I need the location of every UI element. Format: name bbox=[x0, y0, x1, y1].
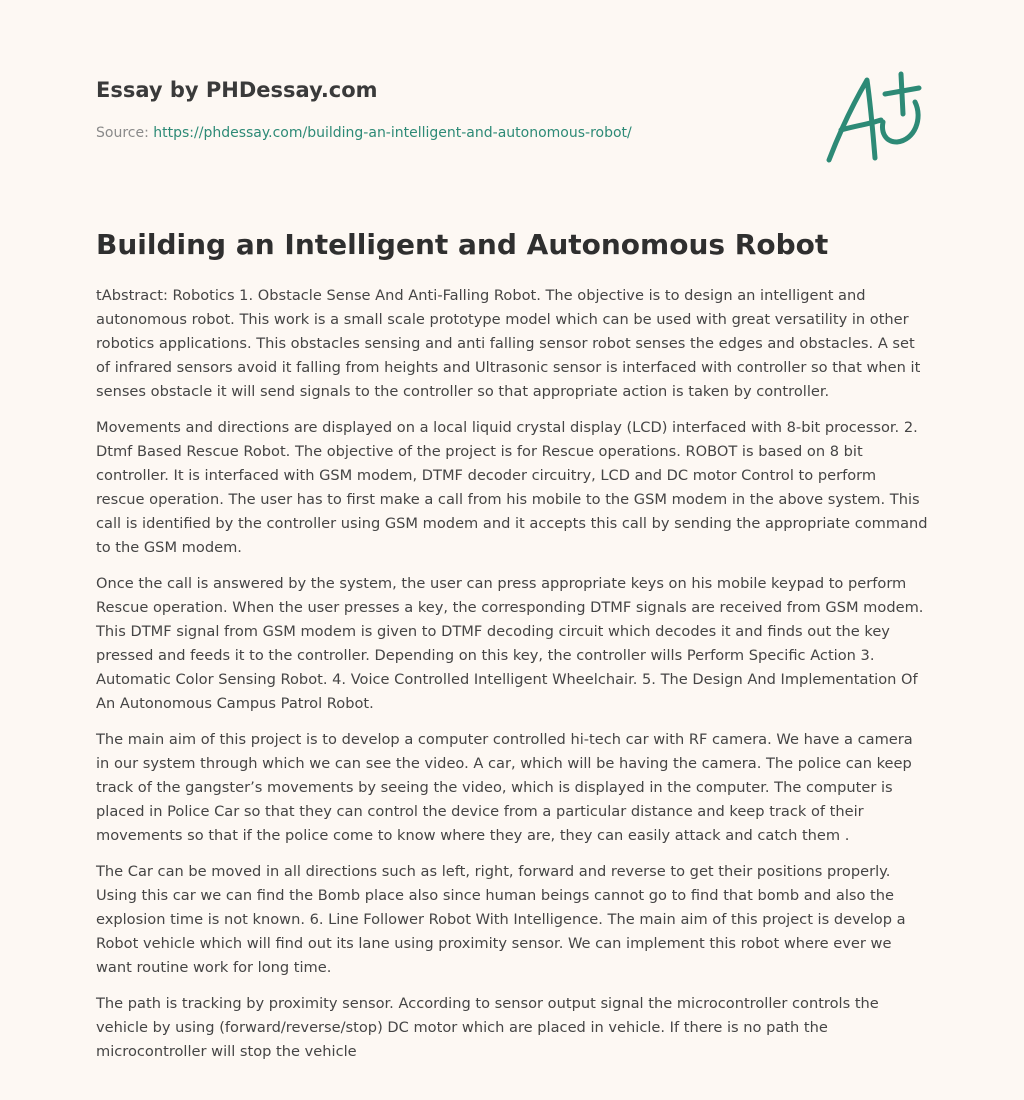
essay-paragraph: Movements and directions are displayed on a local liquid crystal display (LCD) interfaced with 8-bit processor. 2. Dtmf Based Rescue Robot. The objective of the project is for Rescue operations. ROBOT is based on 8 bit controller. It is interfaced with GSM modem, DTMF decoder circuitry, LCD and DC motor Control to perform rescue operation. The user has to first make a call from his mobile to the GSM modem in the above system. This call is identified by the controller using GSM modem and it accepts this call by sending the appropriate command to the GSM modem. bbox=[96, 419, 928, 556]
essay-paragraph: Once the call is answered by the system, the user can press appropriate keys on his mobile keypad to perform Rescue operation. When the user presses a key, the corresponding DTMF signals are received from GSM modem. This DTMF signal from GSM modem is given to DTMF decoding circuit which decodes it and finds out the key pressed and feeds it to the controller. Depending on this key, the controller wills Perform Specific Action 3. Automatic Color Sensing Robot. 4. Voice Controlled Intelligent Wheelchair. 5. The Design And Implementation Of An Autonomous Campus Patrol Robot. bbox=[96, 575, 924, 712]
essay-title: Building an Intelligent and Autonomous Robot bbox=[96, 228, 829, 261]
source-link[interactable]: https://phdessay.com/building-an-intelligent-and-autonomous-robot/ bbox=[153, 125, 632, 141]
site-title: Essay by PHDessay.com bbox=[96, 78, 378, 102]
logo-plus-vertical bbox=[901, 74, 903, 114]
essay-body bbox=[96, 284, 928, 1076]
page-header bbox=[96, 76, 928, 186]
source-label: Source: bbox=[96, 125, 149, 141]
a-plus-logo-svg bbox=[823, 68, 927, 166]
essay-paragraph: The main aim of this project is to develop a computer controlled hi-tech car with RF camera. We have a camera in our system through which we can see the video. A car, which will be having the camera. The police can keep track of the gangster’s movements by seeing the video, which is displayed in the computer. The computer is placed in Police Car so that they can control the device from a particular distance and keep track of their movements so that if the police come to know where they are, they can easily attack and catch them . bbox=[96, 731, 913, 844]
logo-a-strokes bbox=[829, 80, 875, 160]
source-line bbox=[96, 124, 632, 142]
essay-paragraph: The path is tracking by proximity sensor. According to sensor output signal the microcontroller controls the vehicle by using (forward/reverse/stop) DC motor which are placed in vehicle. If there is no path the microcontroller will stop the vehicle bbox=[96, 995, 879, 1060]
a-plus-logo-icon bbox=[823, 68, 927, 166]
essay-paragraph: tAbstract: Robotics 1. Obstacle Sense And Anti-Falling Robot. The objective is to design an intelligent and autonomous robot. This work is a small scale prototype model which can be used with great versatility in other robotics applications. This obstacles sensing and anti falling sensor robot senses the edges and obstacles. A set of infrared sensors avoid it falling from heights and Ultrasonic sensor is interfaced with controller so that when it senses obstacle it will send signals to the controller so that appropriate action is taken by controller. bbox=[96, 287, 921, 400]
essay-paragraph: The Car can be moved in all directions such as left, right, forward and reverse to get their positions properly. Using this car we can find the Bomb place also since human beings cannot go to find that bomb and also the explosion time is not known. 6. Line Follower Robot With Intelligence. The main aim of this project is develop a Robot vehicle which will find out its lane using proximity sensor. We can implement this robot where ever we want routine work for long time. bbox=[96, 863, 906, 976]
